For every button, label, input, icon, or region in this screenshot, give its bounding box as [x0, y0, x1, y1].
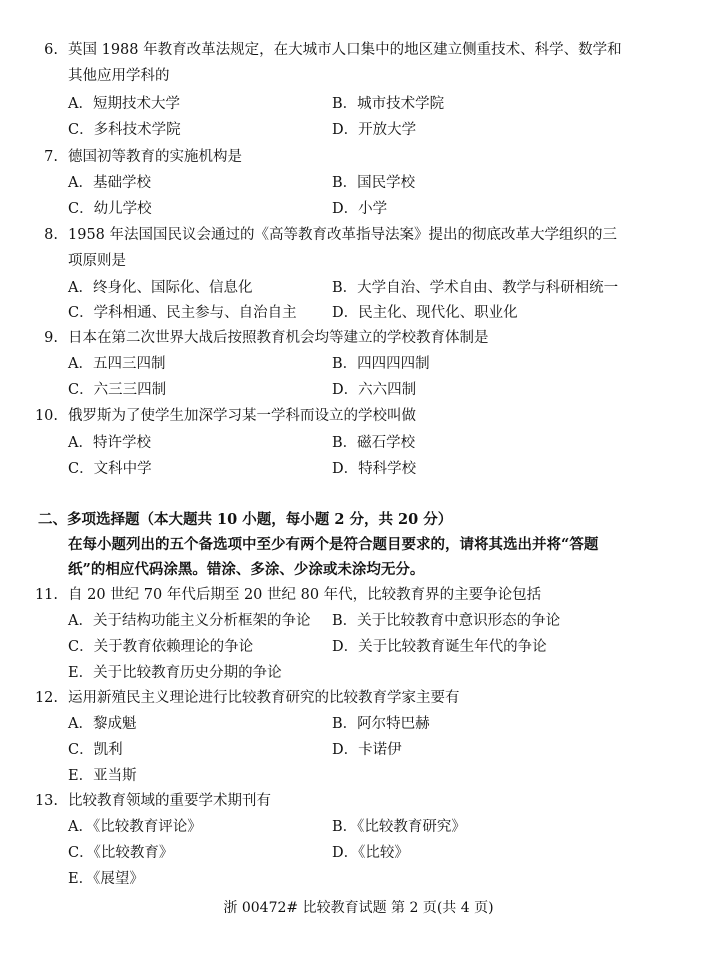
option-c: C．幼儿学校	[68, 201, 152, 217]
question-number: 13.	[34, 793, 58, 809]
option-a: A．黎成魁	[68, 716, 137, 732]
question-stem: 自 20 世纪 70 年代后期至 20 世纪 80 年代，比较教育界的主要争论包括	[68, 587, 542, 603]
option-a: A．基础学校	[68, 175, 151, 191]
option-b: B．磁石学校	[332, 435, 416, 451]
option-c: C．关于教育依赖理论的争论	[68, 639, 254, 655]
question-stem: 运用新殖民主义理论进行比较教育研究的比较教育学家主要有	[68, 690, 460, 706]
option-b: B．四四四四制	[332, 356, 430, 372]
option-d: D．民主化、现代化、职业化	[332, 305, 518, 321]
question-stem: 日本在第二次世界大战后按照教育机会均等建立的学校教育体制是	[68, 330, 489, 346]
option-c: C．多科技术学院	[68, 122, 181, 138]
question-number: 7.	[44, 149, 58, 165]
section-instructions: 在每小题列出的五个备选项中至少有两个是符合题目要求的，请将其选出并将“答题	[68, 536, 599, 553]
question-number: 6.	[44, 42, 58, 58]
question-number: 12.	[34, 690, 58, 706]
question-number: 11.	[34, 587, 58, 603]
option-a: A．五四三四制	[68, 356, 166, 372]
section-instructions: 纸”的相应代码涂黑。错涂、多涂、少涂或未涂均无分。	[68, 561, 425, 578]
option-a: A．短期技术大学	[68, 96, 180, 112]
question-number: 9.	[44, 330, 58, 346]
option-c: C．《比较教育》	[68, 845, 174, 861]
question-stem: 俄罗斯为了使学生加深学习某一学科而设立的学校叫做	[68, 408, 416, 424]
option-b: B．阿尔特巴赫	[332, 716, 430, 732]
question-number: 8.	[44, 227, 58, 243]
question-stem: 比较教育领域的重要学术期刊有	[68, 793, 271, 809]
option-a: A．特许学校	[68, 435, 151, 451]
page-footer: 浙 00472# 比较教育试题 第 2 页(共 4 页)	[223, 900, 494, 916]
option-b: B．城市技术学院	[332, 96, 445, 112]
question-stem: 德国初等教育的实施机构是	[68, 149, 242, 165]
option-d: D．卡诺伊	[332, 742, 402, 758]
section-heading: 二、多项选择题（本大题共 10 小题，每小题 2 分，共 20 分）	[38, 511, 453, 528]
option-d: D．六六四制	[332, 382, 417, 398]
option-b: B．大学自治、学术自由、教学与科研相统一	[332, 280, 619, 296]
option-d: D．特科学校	[332, 461, 417, 477]
option-d: D．关于比较教育诞生年代的争论	[332, 639, 547, 655]
question-stem: 1958 年法国国民议会通过的《高等教育改革指导法案》提出的彻底改革大学组织的三	[68, 227, 618, 243]
option-d: D．开放大学	[332, 122, 417, 138]
option-e: E．亚当斯	[68, 768, 137, 784]
question-stem: 英国 1988 年教育改革法规定，在大城市人口集中的地区建立侧重技术、科学、数学和	[68, 42, 622, 58]
option-c: C．凯利	[68, 742, 123, 758]
option-c: C．六三三四制	[68, 382, 167, 398]
option-b: B．关于比较教育中意识形态的争论	[332, 613, 561, 629]
option-b: B．《比较教育研究》	[332, 819, 466, 835]
question-number: 10.	[34, 408, 58, 424]
option-b: B．国民学校	[332, 175, 416, 191]
option-d: D．小学	[332, 201, 388, 217]
option-c: C．文科中学	[68, 461, 152, 477]
option-a: A．《比较教育评论》	[68, 819, 202, 835]
option-d: D．《比较》	[332, 845, 409, 861]
option-c: C．学科相通、民主参与、自治自主	[68, 305, 297, 321]
option-e: E．《展望》	[68, 871, 144, 887]
option-a: A．关于结构功能主义分析框架的争论	[68, 613, 311, 629]
question-stem: 其他应用学科的	[68, 68, 170, 84]
option-e: E．关于比较教育历史分期的争论	[68, 665, 282, 681]
option-a: A．终身化、国际化、信息化	[68, 280, 253, 296]
question-stem: 项原则是	[68, 253, 126, 269]
